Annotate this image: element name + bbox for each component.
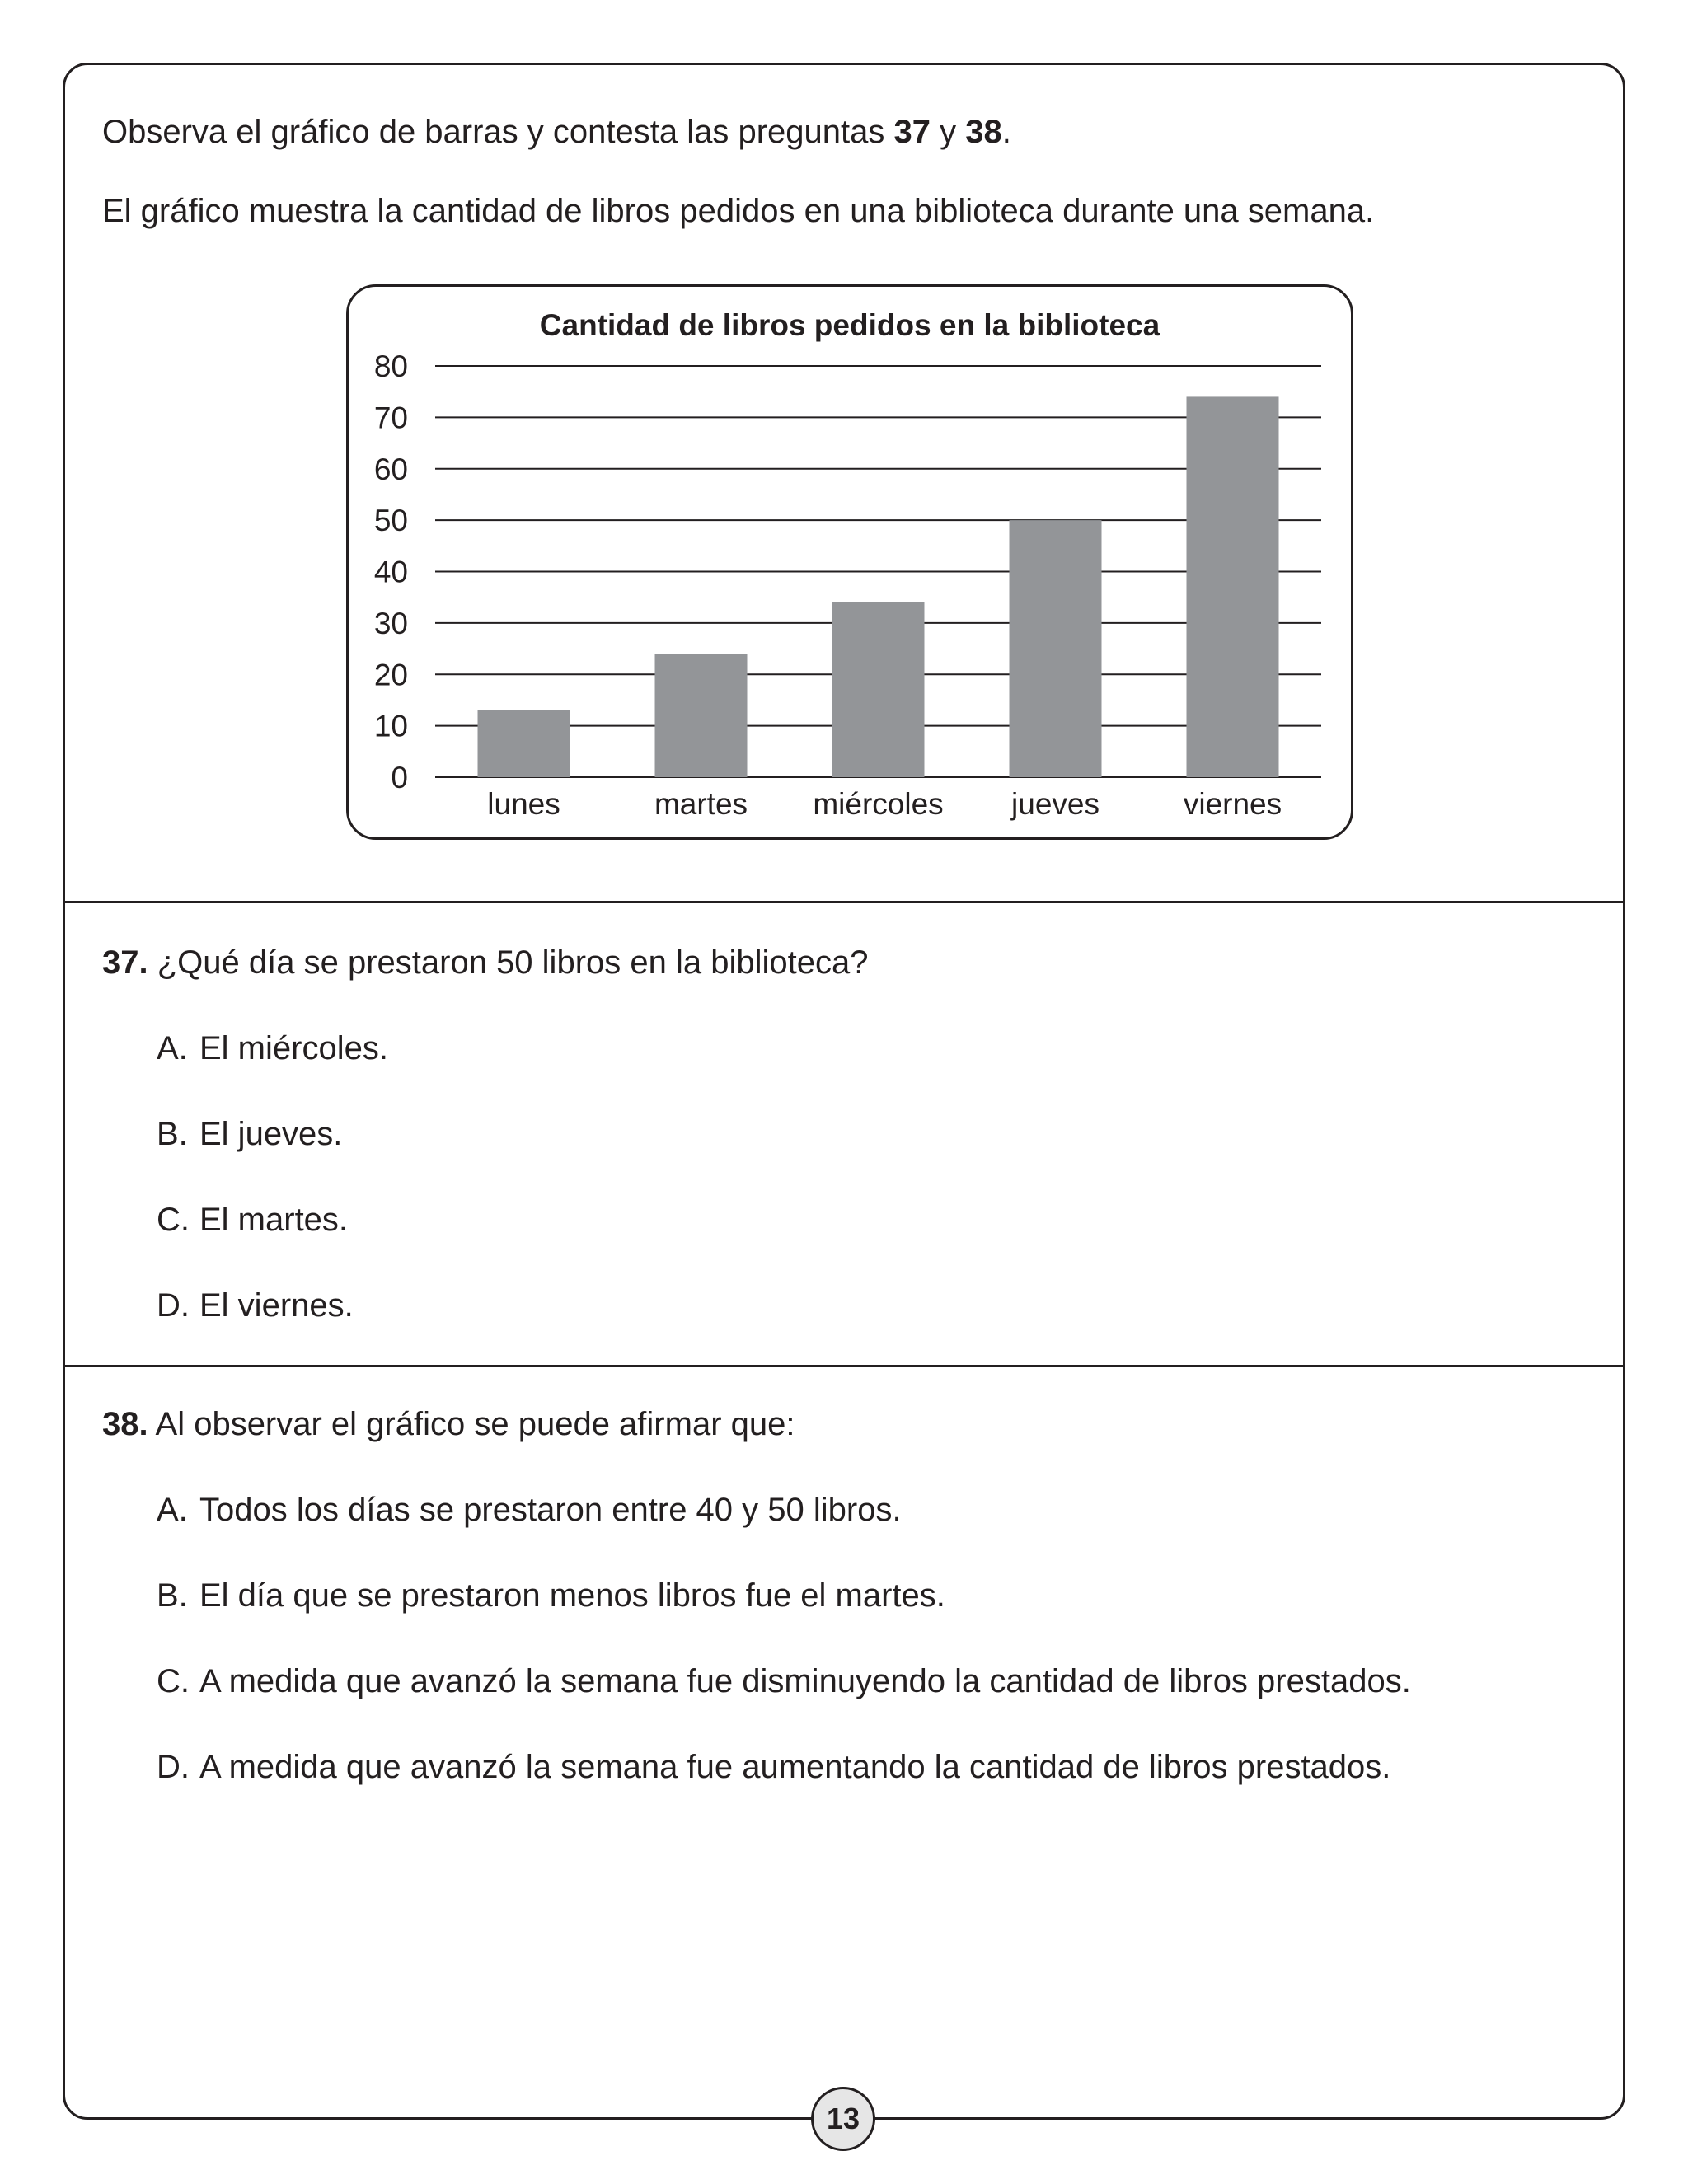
y-tick-label: 30	[373, 606, 408, 640]
intro-instruction	[102, 114, 1011, 151]
y-tick-label: 60	[373, 452, 408, 486]
q38-option-d[interactable]	[157, 1749, 1390, 1786]
option-text: A medida que avanzó la semana fue disminuyendo la cantidad de libros prestados.	[199, 1663, 1411, 1699]
chart-title: Cantidad de libros pedidos en la biblioteca	[539, 308, 1160, 342]
y-tick-label: 10	[373, 709, 408, 743]
y-tick-label: 80	[373, 349, 408, 383]
y-tick-label: 20	[373, 658, 408, 692]
option-letter: D.	[157, 1749, 190, 1785]
option-text: El jueves.	[199, 1116, 343, 1152]
question-number: 37.	[102, 944, 148, 981]
q37-option-d[interactable]	[157, 1287, 354, 1324]
option-text: El martes.	[199, 1202, 349, 1238]
y-tick-label: 0	[391, 761, 408, 794]
option-text: El miércoles.	[199, 1030, 388, 1066]
q38-option-a[interactable]	[157, 1492, 902, 1529]
section-divider	[63, 1365, 1625, 1367]
bar-viernes	[1187, 396, 1279, 777]
option-letter: C.	[157, 1202, 190, 1238]
y-tick-label: 50	[373, 504, 408, 538]
q38-option-c[interactable]	[157, 1663, 1411, 1700]
bar-miércoles	[832, 602, 925, 777]
question-text: Al observar el gráfico se puede afirmar que:	[155, 1406, 795, 1442]
question-37	[102, 944, 868, 982]
question-text: ¿Qué día se prestaron 50 libros en la biblioteca?	[157, 944, 869, 981]
x-tick-label: martes	[654, 787, 748, 821]
intro-text-end: .	[1001, 114, 1011, 150]
bar-jueves	[1010, 520, 1102, 777]
intro-question-ref-38: 38	[965, 114, 1002, 150]
intro-question-ref-37: 37	[893, 114, 931, 150]
intro-text: Observa el gráfico de barras y contesta las preguntas	[102, 114, 894, 150]
q37-option-b[interactable]	[157, 1116, 342, 1153]
y-tick-label: 70	[373, 401, 408, 435]
option-letter: C.	[157, 1663, 190, 1699]
bar-martes	[655, 654, 748, 777]
option-letter: D.	[157, 1287, 190, 1324]
bar-chart-panel	[346, 284, 1353, 840]
option-text: Todos los días se prestaron entre 40 y 50 libros.	[199, 1492, 902, 1528]
intro-text-mid: y	[931, 114, 966, 150]
q37-option-c[interactable]	[157, 1202, 348, 1239]
option-letter: B.	[157, 1577, 188, 1614]
option-text: A medida que avanzó la semana fue aumentando la cantidad de libros prestados.	[199, 1749, 1391, 1785]
x-tick-label: miércoles	[813, 787, 944, 821]
option-text: El día que se prestaron menos libros fue el martes.	[199, 1577, 945, 1614]
option-text: El viernes.	[199, 1287, 354, 1324]
x-tick-label: viernes	[1183, 787, 1282, 821]
x-tick-label: jueves	[1011, 787, 1100, 821]
question-38	[102, 1406, 795, 1443]
q37-option-a[interactable]	[157, 1030, 388, 1067]
y-tick-label: 40	[373, 555, 408, 589]
question-number: 38.	[102, 1406, 148, 1442]
x-tick-label: lunes	[487, 787, 560, 821]
q38-option-b[interactable]	[157, 1577, 945, 1615]
option-letter: A.	[157, 1030, 188, 1066]
bar-lunes	[478, 710, 570, 777]
intro-description: El gráfico muestra la cantidad de libros pedidos en una biblioteca durante una semana.	[102, 193, 1375, 229]
page-number: 13	[811, 2087, 875, 2151]
section-divider	[63, 901, 1625, 903]
option-letter: A.	[157, 1492, 188, 1528]
bar-chart	[349, 287, 1351, 837]
option-letter: B.	[157, 1116, 188, 1152]
